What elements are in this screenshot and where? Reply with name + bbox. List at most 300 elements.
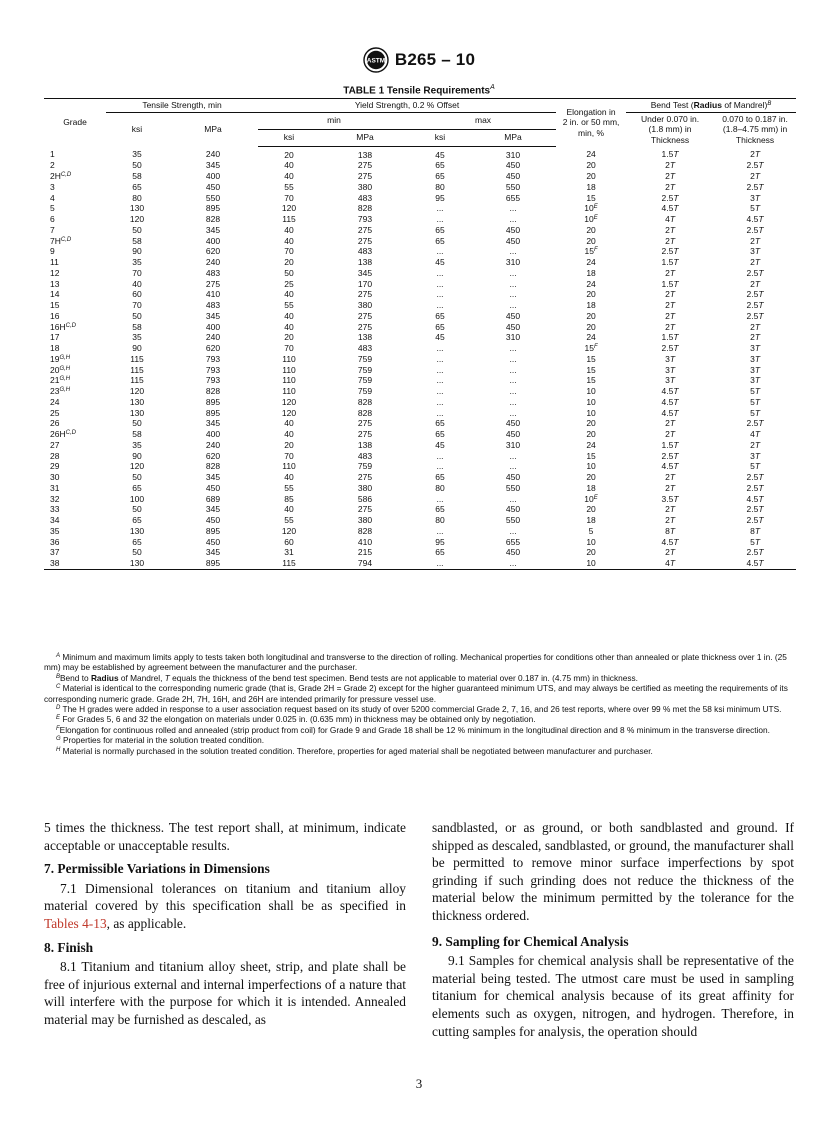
elongation-cell: 20 — [586, 547, 596, 558]
tensile-mpa-cell: 793 — [205, 375, 221, 386]
yield-min-ksi-cell: 40 — [284, 160, 294, 171]
yield-min-ksi-cell: 40 — [284, 429, 294, 439]
bend-range-cell: 5T — [750, 461, 761, 472]
yield-max-mpa-cell: 450 — [505, 235, 521, 246]
body-column-left — [44, 819, 406, 1029]
yield-max-ksi-cell: ... — [436, 214, 444, 224]
table-row — [44, 203, 796, 214]
yield-min-mpa-cell: 275 — [357, 429, 373, 439]
bend-under-cell: 2T — [665, 515, 676, 525]
bend-range-cell: 2.5T — [746, 482, 764, 493]
yield-max-ksi-cell: 65 — [435, 171, 445, 181]
yield-max-mpa-cell: ... — [509, 203, 517, 214]
grade-cell: 27 — [50, 439, 60, 450]
section-7-heading: 7. Permissible Variations in Dimensions — [44, 861, 270, 877]
table-row — [44, 494, 796, 505]
yield-max-ksi-cell: 80 — [435, 482, 445, 493]
bend-range-cell: 2T — [750, 171, 761, 181]
yield-min-ksi-cell: 55 — [284, 482, 294, 493]
yield-min-mpa-cell: 138 — [357, 257, 373, 267]
yield-max-mpa-cell: 450 — [505, 547, 521, 558]
elongation-cell: 18 — [586, 482, 596, 493]
yield-min-ksi-cell: 70 — [284, 343, 294, 353]
yield-max-mpa-cell: ... — [509, 525, 517, 536]
header-tensile-ksi: ksi — [131, 124, 143, 134]
section-9-1: 9.1 Samples for chemical analysis shall be representative of the material being tested. The utmost care must be used in sampling titanium for chemical analysis because of its great affinity for elements such as oxygen, nitrogen, and hydrogen. Therefore, in cutting samples for analysis, the operation should — [432, 953, 794, 1039]
yield-max-ksi-cell: ... — [436, 289, 444, 300]
grade-cell: 11 — [50, 257, 59, 267]
elongation-cell: 20 — [586, 171, 596, 181]
yield-min-ksi-cell: 110 — [282, 375, 296, 386]
elongation-cell: 20 — [586, 504, 596, 515]
table-row — [44, 225, 796, 236]
tensile-mpa-cell: 620 — [205, 450, 221, 461]
elongation-cell: $15^F$ — [584, 246, 598, 257]
tensile-ksi-cell: 58 — [132, 321, 142, 332]
bend-range-cell: 3T — [750, 343, 761, 353]
tensile-ksi-cell: 65 — [132, 482, 142, 493]
tensile-ksi-cell: 100 — [129, 493, 145, 504]
tensile-mpa-cell: 483 — [205, 300, 221, 310]
tensile-mpa-cell: 345 — [205, 160, 221, 171]
tensile-ksi-cell: 115 — [130, 353, 144, 364]
tensile-ksi-cell: 50 — [132, 547, 142, 558]
table-row — [44, 375, 796, 386]
yield-max-mpa-cell: 310 — [505, 332, 521, 343]
bend-under-cell: 1.5T — [661, 149, 679, 160]
yield-min-ksi-cell: 40 — [284, 504, 294, 515]
yield-max-mpa-cell: ... — [509, 289, 517, 300]
yield-min-mpa-cell: 275 — [357, 289, 373, 300]
grade-cell: 35 — [50, 525, 60, 536]
bend-under-cell: 1.5T — [661, 257, 679, 267]
grade-cell: 12 — [50, 267, 60, 278]
footnote-f: $^F$Elongation for continuous rolled and annealed (strip product from coil) for Grade 9 and Grade 18 shall be 12 % minimum in the longitudinal direction and 8 % minimum in the transverse direction. — [56, 724, 770, 735]
footnote-b: $^B$Bend to Radius of Mandrel, T equals the thickness of the bend test specimen. Bend tests are not applicable to material over 0.187 in. (4.75 mm) in thickness. — [56, 672, 638, 683]
grade-cell: 29 — [50, 461, 60, 472]
bend-under-cell: 4.5T — [661, 407, 679, 418]
yield-max-mpa-cell: 655 — [505, 192, 521, 203]
bend-under-cell: 2T — [665, 235, 676, 246]
bend-under-cell: 1.5T — [661, 332, 679, 343]
bend-range-cell: 2.5T — [746, 267, 764, 278]
grade-cell: 34 — [50, 515, 60, 525]
right-continuation: sandblasted, or as ground, or both sandblasted and ground. If shipped as descaled, sandblasted, or ground, the manufacturer shall be permitted to remove minor surface imperfections by spot grinding if such grinding does not reduce the thickness of the material below the minimum permitted by the tolerance for the thickness ordered. — [432, 820, 794, 923]
table-row — [44, 146, 796, 160]
bend-under-cell: 2.5T — [661, 450, 679, 461]
grade-cell: $20^{G,H}$ — [50, 364, 71, 375]
bend-range-cell: 2.5T — [746, 547, 764, 558]
table-row — [44, 408, 796, 419]
elongation-cell: 20 — [586, 235, 596, 246]
tensile-ksi-cell: 50 — [132, 310, 142, 321]
tensile-mpa-cell: 400 — [205, 429, 221, 439]
header-yield-min-ksi: ksi — [258, 129, 320, 146]
grade-cell: $19^{G,H}$ — [50, 353, 71, 364]
bend-range-cell: 2.5T — [746, 181, 764, 192]
tensile-mpa-cell: 450 — [205, 536, 221, 547]
bend-under-cell: 2T — [665, 418, 676, 429]
yield-max-mpa-cell: 655 — [505, 536, 521, 547]
table-row — [44, 526, 796, 537]
yield-min-mpa-cell: 138 — [357, 332, 373, 343]
yield-min-ksi-cell: 70 — [284, 192, 294, 203]
yield-min-ksi-cell: 31 — [284, 547, 294, 558]
bend-under-cell: 2T — [665, 289, 676, 300]
table-row — [44, 214, 796, 225]
table-row — [44, 343, 796, 354]
yield-min-ksi-cell: 55 — [284, 181, 294, 192]
yield-max-ksi-cell: ... — [436, 300, 444, 310]
tensile-mpa-cell: 345 — [205, 418, 221, 429]
grade-cell: $26H^{C,D}$ — [50, 429, 76, 439]
bend-range-cell: 3T — [750, 192, 761, 203]
footnote-c: $^C$ Material is identical to the corresponding numeric grade (that is, Grade 2H = Grade 2) except for the higher guaranteed minimum UTS, and may always be certified as meeting the requirements of its corresponding numeric grade. Grade 2H, 7H, 16H, and 26H are intended primarily for pressure vessel use. — [44, 683, 788, 704]
yield-max-ksi-cell: ... — [436, 375, 444, 386]
header-yield-min-mpa: MPa — [320, 129, 410, 146]
tensile-mpa-cell: 828 — [205, 461, 221, 472]
yield-max-mpa-cell: 450 — [505, 224, 521, 235]
bend-range-cell: 2.5T — [746, 515, 764, 525]
yield-max-ksi-cell: ... — [436, 461, 444, 472]
yield-min-mpa-cell: 483 — [357, 246, 373, 257]
yield-min-ksi-cell: 40 — [284, 224, 294, 235]
yield-min-ksi-cell: 40 — [284, 472, 294, 482]
bend-range-cell: 5T — [750, 536, 761, 547]
yield-max-mpa-cell: 310 — [505, 149, 521, 160]
tensile-ksi-cell: 90 — [132, 450, 142, 461]
section-7-1: 7.1 Dimensional tolerances on titanium and titanium alloy material covered by this specification shall be as specified in Tables 4-13, as applicable. — [44, 880, 406, 931]
yield-max-mpa-cell: ... — [509, 353, 517, 364]
tensile-ksi-cell: 70 — [132, 300, 142, 310]
yield-max-mpa-cell: ... — [509, 246, 517, 257]
table-row — [44, 246, 796, 257]
grade-cell: 26 — [50, 418, 60, 429]
tensile-mpa-cell: 895 — [205, 525, 221, 536]
grade-cell: 38 — [44, 558, 106, 569]
table-row — [44, 515, 796, 526]
elongation-cell: 20 — [586, 321, 596, 332]
elongation-cell: 18 — [586, 181, 596, 192]
yield-min-ksi-cell: 110 — [282, 461, 296, 472]
yield-min-mpa-cell: 170 — [357, 278, 373, 289]
bend-under-cell: 2T — [665, 472, 676, 482]
bend-under-cell: 2T — [665, 482, 676, 493]
section-9-heading: 9. Sampling for Chemical Analysis — [432, 933, 629, 949]
yield-min-mpa-cell: 345 — [357, 267, 373, 278]
yield-max-ksi-cell: 65 — [435, 321, 445, 332]
elongation-cell: 20 — [586, 310, 596, 321]
yield-min-mpa-cell: 828 — [357, 407, 373, 418]
bend-under-cell: 2T — [665, 429, 676, 439]
tensile-ksi-cell: 58 — [132, 429, 142, 439]
yield-max-mpa-cell: ... — [509, 386, 517, 396]
grade-cell: 1 — [50, 149, 55, 160]
footnote-h: $^H$ Material is normally purchased in the solution treated condition. Therefore, properties for aged material shall be negotiated between manufacturer and purchaser. — [56, 745, 653, 756]
grade-cell: 13 — [50, 278, 60, 289]
header-yield-max-mpa: MPa — [470, 129, 556, 146]
yield-min-mpa-cell: 275 — [357, 321, 373, 332]
yield-max-mpa-cell: ... — [509, 375, 517, 386]
yield-min-mpa-cell: 483 — [357, 343, 373, 353]
bend-range-cell: 2T — [750, 235, 761, 246]
yield-max-mpa-cell: ... — [509, 300, 517, 310]
tensile-mpa-cell: 483 — [205, 267, 221, 278]
elongation-cell: 24 — [586, 332, 596, 343]
tensile-ksi-cell: 50 — [132, 224, 142, 235]
grade-cell: $23^{G,H}$ — [50, 386, 71, 396]
tensile-mpa-cell: 793 — [205, 364, 221, 375]
footnote-e: $^E$ For Grades 5, 6 and 32 the elongation on materials under 0.025 in. (0.635 mm) in thickness may be obtained only by negotiation. — [56, 714, 536, 725]
tensile-table-container — [44, 98, 796, 570]
footnote-d: $^D$ The H grades were added in response to a user association request based on its study of over 5200 commercial Grade 2, 7, 16, and 26 test reports, where over 99 % met the 58 ksi minimum UTS. — [56, 704, 782, 715]
bend-range-cell: 2.5T — [746, 160, 764, 171]
yield-min-mpa-cell: 828 — [357, 396, 373, 407]
bend-under-cell: 4T — [626, 558, 714, 569]
grade-cell: $21^{G,H}$ — [50, 375, 71, 386]
bend-range-cell: 5T — [750, 407, 761, 418]
grade-cell: 37 — [50, 547, 60, 558]
yield-max-mpa-cell: ... — [509, 493, 517, 504]
table-row — [44, 322, 796, 333]
bend-under-cell: 4.5T — [661, 396, 679, 407]
bend-under-cell: 3.5T — [661, 493, 679, 504]
header-bend: Bend Test (Radius of Mandrel)$^B$ — [626, 99, 796, 113]
yield-max-ksi-cell: 45 — [435, 332, 445, 343]
yield-min-mpa-cell: 793 — [357, 214, 373, 224]
yield-min-ksi-cell: 110 — [282, 353, 296, 364]
yield-min-mpa-cell: 275 — [357, 235, 373, 246]
yield-min-mpa-cell: 380 — [357, 515, 373, 525]
bend-range-cell: 2T — [750, 321, 761, 332]
yield-max-ksi-cell: 65 — [435, 310, 445, 321]
grade-cell: $7H^{C,D}$ — [50, 235, 72, 246]
yield-max-mpa-cell: ... — [509, 343, 517, 353]
page-number: 3 — [415, 1076, 423, 1091]
bend-range-cell: 4T — [750, 429, 761, 439]
bend-range-cell: 3T — [750, 246, 761, 257]
bend-under-cell: 2T — [665, 181, 676, 192]
yield-max-mpa-cell: ... — [509, 450, 517, 461]
yield-max-mpa-cell: 450 — [505, 171, 521, 181]
yield-min-ksi-cell: 20 — [284, 332, 294, 343]
tensile-mpa-cell: 895 — [205, 203, 221, 214]
astm-logo-icon — [363, 47, 389, 73]
yield-max-mpa-cell: 310 — [505, 439, 521, 450]
yield-max-mpa-cell: 310 — [505, 257, 521, 267]
table-caption: TABLE 1 Tensile Requirements$^A$ — [343, 84, 495, 97]
table-row — [44, 483, 796, 494]
yield-min-mpa-cell: 275 — [357, 504, 373, 515]
yield-max-ksi-cell: ... — [436, 396, 444, 407]
tensile-mpa-cell: 400 — [205, 235, 221, 246]
tensile-mpa-cell: 450 — [205, 515, 221, 525]
yield-min-mpa-cell: 828 — [357, 525, 373, 536]
header-yield: Yield Strength, 0.2 % Offset — [258, 99, 556, 113]
tensile-mpa-cell: 345 — [205, 224, 221, 235]
tensile-mpa-cell: 828 — [205, 386, 221, 396]
yield-min-ksi-cell: 60 — [284, 536, 294, 547]
tensile-ksi-cell: 50 — [132, 418, 142, 429]
elongation-cell: $10^E$ — [584, 203, 598, 214]
yield-min-ksi-cell: 55 — [284, 515, 294, 525]
tensile-ksi-cell: 120 — [129, 461, 145, 472]
yield-min-ksi-cell: 20 — [284, 149, 294, 160]
tensile-ksi-cell: 58 — [132, 171, 142, 181]
yield-max-ksi-cell: ... — [436, 493, 444, 504]
tensile-mpa-cell: 345 — [205, 472, 221, 482]
yield-min-ksi-cell: 50 — [284, 267, 294, 278]
bend-under-cell: 4.5T — [661, 203, 679, 214]
table-row — [44, 418, 796, 429]
yield-min-ksi-cell: 110 — [282, 386, 296, 396]
bend-range-cell: 2.5T — [746, 472, 764, 482]
header-bend-range: 0.070 to 0.187 in. (1.8–4.75 mm) in Thickness — [722, 113, 788, 145]
bend-under-cell: 1.5T — [661, 439, 679, 450]
tensile-mpa-cell: 400 — [205, 171, 221, 181]
elongation-cell: 10 — [586, 396, 596, 407]
tensile-mpa-cell: 689 — [205, 493, 221, 504]
yield-min-mpa-cell: 483 — [357, 192, 373, 203]
yield-min-mpa-cell: 215 — [357, 547, 373, 558]
bend-under-cell: 2T — [665, 504, 676, 515]
header-elongation: Elongation in 2 in. or 50 mm, min, % — [556, 99, 626, 147]
yield-max-ksi-cell: 65 — [435, 547, 445, 558]
footnote-g: $^G$ Properties for material in the solution treated condition. — [56, 735, 265, 746]
tables-link[interactable]: Tables 4-13 — [44, 915, 107, 931]
yield-max-mpa-cell: 550 — [505, 482, 521, 493]
elongation-cell: $10^E$ — [584, 493, 598, 504]
yield-min-ksi-cell: 120 — [281, 203, 297, 214]
yield-max-mpa-cell: ... — [470, 558, 556, 569]
table-row — [44, 504, 796, 515]
tensile-ksi-cell: 130 — [129, 407, 145, 418]
yield-min-ksi-cell: 120 — [281, 396, 297, 407]
section-8-heading: 8. Finish — [44, 939, 94, 955]
tensile-mpa-cell: 620 — [205, 343, 221, 353]
tensile-ksi-cell: 115 — [130, 364, 144, 375]
tensile-ksi-cell: 65 — [132, 515, 142, 525]
page-header — [0, 47, 838, 78]
elongation-cell: 24 — [586, 278, 596, 289]
bend-range-cell: 4.5T — [714, 558, 796, 569]
left-continuation: 5 times the thickness. The test report shall, at minimum, indicate acceptable or unacceptable results. — [44, 820, 406, 853]
elongation-cell: 10 — [586, 536, 596, 547]
grade-cell: $16H^{C,D}$ — [50, 321, 76, 332]
yield-min-mpa-cell: 380 — [357, 181, 373, 192]
yield-max-ksi-cell: ... — [410, 558, 470, 569]
bend-range-cell: 5T — [750, 396, 761, 407]
grade-cell: 32 — [50, 493, 60, 504]
table-row — [44, 365, 796, 376]
yield-min-mpa-cell: 828 — [357, 203, 373, 214]
elongation-cell: 15 — [586, 450, 596, 461]
table-row — [44, 171, 796, 182]
tensile-mpa-cell: 345 — [205, 547, 221, 558]
table-row — [44, 354, 796, 365]
elongation-cell: 20 — [586, 224, 596, 235]
yield-min-mpa-cell: 794 — [320, 558, 410, 569]
tensile-ksi-cell: 50 — [132, 472, 142, 482]
yield-max-ksi-cell: ... — [436, 278, 444, 289]
tensile-mpa-cell: 345 — [205, 310, 221, 321]
yield-max-mpa-cell: ... — [509, 278, 517, 289]
elongation-cell: 20 — [586, 289, 596, 300]
yield-min-mpa-cell: 380 — [357, 300, 373, 310]
grade-cell: 9 — [50, 246, 55, 257]
yield-max-mpa-cell: 450 — [505, 321, 521, 332]
grade-cell: 28 — [50, 450, 60, 461]
yield-min-mpa-cell: 275 — [357, 171, 373, 181]
grade-cell: 25 — [50, 407, 60, 418]
yield-min-mpa-cell: 759 — [357, 386, 373, 396]
bend-range-cell: 5T — [750, 203, 761, 214]
header-yield-max: max — [410, 112, 556, 129]
yield-min-mpa-cell: 275 — [357, 418, 373, 429]
tensile-ksi-cell: 120 — [129, 386, 145, 396]
yield-min-ksi-cell: 20 — [284, 257, 294, 267]
elongation-cell: 5 — [588, 525, 594, 536]
bend-under-cell: 3T — [665, 353, 676, 364]
table-row — [44, 472, 796, 483]
yield-max-mpa-cell: ... — [509, 267, 517, 278]
elongation-cell: 18 — [586, 300, 596, 310]
elongation-cell: 18 — [586, 267, 596, 278]
tensile-ksi-cell: 35 — [132, 439, 142, 450]
table-row — [44, 429, 796, 440]
grade-cell: 6 — [50, 214, 55, 224]
yield-max-ksi-cell: ... — [436, 246, 444, 257]
header-yield-max-ksi: ksi — [410, 129, 470, 146]
yield-max-ksi-cell: 80 — [435, 515, 445, 525]
yield-max-ksi-cell: ... — [436, 364, 444, 375]
table-row — [44, 279, 796, 290]
tensile-ksi-cell: 130 — [129, 203, 145, 214]
yield-max-mpa-cell: 450 — [505, 472, 521, 482]
bend-under-cell: 4.5T — [661, 461, 679, 472]
grade-cell: 2 — [50, 160, 55, 171]
yield-max-ksi-cell: ... — [436, 450, 444, 461]
yield-min-mpa-cell: 380 — [357, 482, 373, 493]
elongation-cell: 15 — [586, 375, 596, 386]
tensile-mpa-cell: 345 — [205, 504, 221, 515]
elongation-cell: 20 — [586, 472, 596, 482]
yield-max-ksi-cell: 80 — [435, 181, 445, 192]
bend-range-cell: 2.5T — [746, 300, 764, 310]
bend-range-cell: 4.5T — [746, 493, 764, 504]
bend-under-cell: 4.5T — [661, 536, 679, 547]
yield-max-mpa-cell: ... — [509, 461, 517, 472]
tensile-ksi-cell: 60 — [132, 289, 142, 300]
yield-min-ksi-cell: 70 — [284, 450, 294, 461]
bend-range-cell: 2.5T — [746, 418, 764, 429]
header-grade: Grade — [44, 99, 106, 147]
yield-max-mpa-cell: 450 — [505, 418, 521, 429]
tensile-mpa-cell: 240 — [205, 332, 221, 343]
grade-cell: 36 — [50, 536, 60, 547]
bend-under-cell: 2T — [665, 224, 676, 235]
tensile-ksi-cell: 90 — [132, 246, 142, 257]
bend-under-cell: 2T — [665, 160, 676, 171]
bend-under-cell: 2T — [665, 267, 676, 278]
tensile-ksi-cell: 65 — [132, 181, 142, 192]
header-tensile-mpa: MPa — [204, 124, 222, 134]
astm-logo-text: ASTM — [366, 57, 386, 65]
bend-under-cell: 2.5T — [661, 192, 679, 203]
tensile-ksi-cell: 35 — [132, 149, 142, 160]
table-row — [44, 386, 796, 397]
bend-range-cell: 8T — [750, 525, 761, 536]
